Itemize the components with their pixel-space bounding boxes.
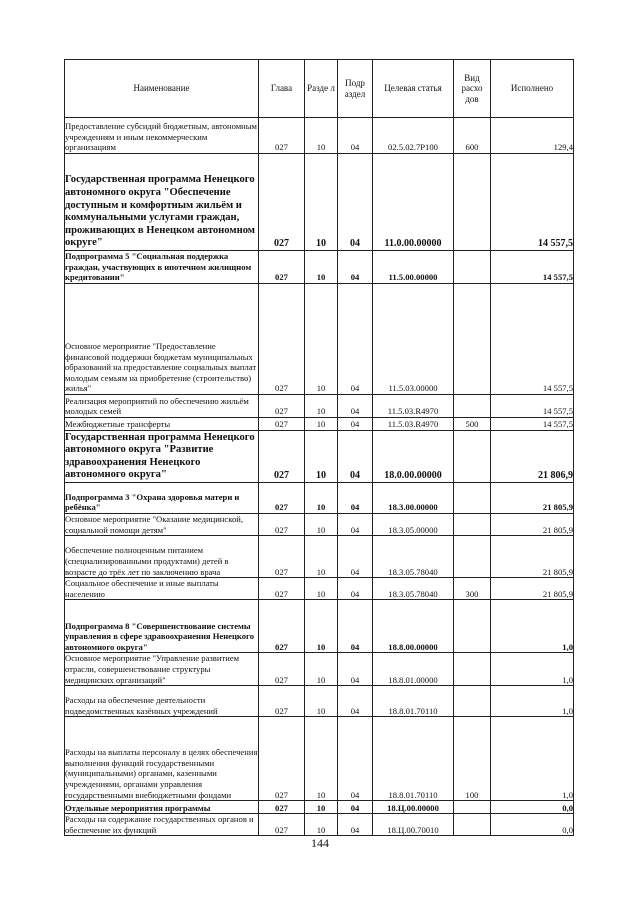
table-row xyxy=(65,395,574,418)
row-name: Основное мероприятие "Предоставление финансовой поддержки бюджетам муниципальных образований на предоставление социальных выплат молодым семьям на приобретение (строительство) жилья" xyxy=(65,284,259,395)
row-section: 10 xyxy=(305,418,338,431)
row-executed: 0,0 xyxy=(491,814,574,836)
row-target: 18.8.01.00000 xyxy=(373,653,454,686)
row-section: 10 xyxy=(305,536,338,578)
row-expense-type xyxy=(454,686,491,717)
row-subsection: 04 xyxy=(338,536,373,578)
row-section: 10 xyxy=(305,284,338,395)
row-expense-type xyxy=(454,154,491,251)
table-row xyxy=(65,431,574,483)
row-name: Предоставление субсидий бюджетным, автономным учреждениям и иным некоммерческим организациям xyxy=(65,118,259,154)
row-name: Социальное обеспечение и иные выплаты населению xyxy=(65,578,259,600)
row-subsection: 04 xyxy=(338,814,373,836)
row-expense-type: 600 xyxy=(454,118,491,154)
row-chapter: 027 xyxy=(259,536,305,578)
row-section: 10 xyxy=(305,118,338,154)
row-chapter: 027 xyxy=(259,578,305,600)
header-subsection: Подр аздел xyxy=(338,60,373,118)
row-executed: 1,0 xyxy=(491,717,574,801)
row-subsection: 04 xyxy=(338,118,373,154)
page-number: 144 xyxy=(311,836,329,850)
table-body xyxy=(65,118,574,836)
row-executed: 1,0 xyxy=(491,686,574,717)
row-target: 18.8.01.70110 xyxy=(373,686,454,717)
row-section: 10 xyxy=(305,514,338,536)
header-row xyxy=(65,60,574,118)
row-target: 18.3.05.78040 xyxy=(373,578,454,600)
row-subsection: 04 xyxy=(338,154,373,251)
row-executed: 21 805,9 xyxy=(491,483,574,514)
header-section: Разде л xyxy=(305,60,338,118)
row-executed: 21 805,9 xyxy=(491,578,574,600)
row-expense-type xyxy=(454,653,491,686)
row-section: 10 xyxy=(305,801,338,814)
row-executed: 14 557,5 xyxy=(491,154,574,251)
header-target: Целевая статья xyxy=(373,60,454,118)
row-executed: 0,0 xyxy=(491,801,574,814)
row-name: Основное мероприятие "Управление развитием отрасли, совершенствование структуры медицинских организаций" xyxy=(65,653,259,686)
row-chapter: 027 xyxy=(259,284,305,395)
row-target: 18.Ц.00.70010 xyxy=(373,814,454,836)
row-name: Государственная программа Ненецкого автономного округа "Обеспечение доступным и комфортным жильём и коммунальными услугами граждан, проживающих в Ненецком автономном округе" xyxy=(65,154,259,251)
row-expense-type xyxy=(454,431,491,483)
row-section: 10 xyxy=(305,578,338,600)
row-name: Расходы на обеспечение деятельности подведомственных казённых учреждений xyxy=(65,686,259,717)
row-expense-type xyxy=(454,814,491,836)
row-subsection: 04 xyxy=(338,801,373,814)
row-name: Обеспечение полноценным питанием (специализированными продуктами) детей в возрасте до трёх лет по заключению врача xyxy=(65,536,259,578)
row-subsection: 04 xyxy=(338,717,373,801)
row-name: Реализация мероприятий по обеспечению жильём молодых семей xyxy=(65,395,259,418)
header-chapter: Глава xyxy=(259,60,305,118)
table-row xyxy=(65,118,574,154)
row-expense-type xyxy=(454,251,491,284)
row-subsection: 04 xyxy=(338,284,373,395)
row-section: 10 xyxy=(305,600,338,653)
row-subsection: 04 xyxy=(338,431,373,483)
table-row xyxy=(65,251,574,284)
header-executed: Исполнено xyxy=(491,60,574,118)
row-name: Подпрограмма 3 "Охрана здоровья матери и ребёнка" xyxy=(65,483,259,514)
row-name: Отдельные мероприятия программы xyxy=(65,801,259,814)
row-name: Расходы на выплаты персоналу в целях обеспечения выполнения функций государственными (муниципальными) органами, казенными учреждениями, органами управления государственными внебюджетными фондами xyxy=(65,717,259,801)
row-target: 18.8.01.70110 xyxy=(373,717,454,801)
row-target: 18.3.05.78040 xyxy=(373,536,454,578)
row-target: 11.0.00.00000 xyxy=(373,154,454,251)
row-executed: 21 805,9 xyxy=(491,536,574,578)
row-expense-type xyxy=(454,395,491,418)
row-section: 10 xyxy=(305,154,338,251)
row-chapter: 027 xyxy=(259,814,305,836)
row-target: 18.3.00.00000 xyxy=(373,483,454,514)
row-chapter: 027 xyxy=(259,600,305,653)
row-name: Государственная программа Ненецкого автономного округа "Развитие здравоохранения Ненецкого автономного округа" xyxy=(65,431,259,483)
row-target: 18.0.00.00000 xyxy=(373,431,454,483)
table-row xyxy=(65,418,574,431)
row-subsection: 04 xyxy=(338,483,373,514)
row-chapter: 027 xyxy=(259,395,305,418)
row-executed: 14 557,5 xyxy=(491,251,574,284)
row-chapter: 027 xyxy=(259,514,305,536)
row-target: 18.8.00.00000 xyxy=(373,600,454,653)
row-executed: 129,4 xyxy=(491,118,574,154)
row-chapter: 027 xyxy=(259,717,305,801)
table-row xyxy=(65,578,574,600)
row-executed: 14 557,5 xyxy=(491,418,574,431)
table-row xyxy=(65,483,574,514)
row-expense-type xyxy=(454,600,491,653)
table-row xyxy=(65,801,574,814)
row-expense-type xyxy=(454,284,491,395)
table-row xyxy=(65,653,574,686)
row-section: 10 xyxy=(305,431,338,483)
table-row xyxy=(65,600,574,653)
table-row xyxy=(65,686,574,717)
row-expense-type xyxy=(454,801,491,814)
row-target: 11.5.03.R4970 xyxy=(373,395,454,418)
row-subsection: 04 xyxy=(338,251,373,284)
row-name: Расходы на содержание государственных органов и обеспечение их функций xyxy=(65,814,259,836)
row-subsection: 04 xyxy=(338,600,373,653)
row-section: 10 xyxy=(305,395,338,418)
row-chapter: 027 xyxy=(259,653,305,686)
row-target: 11.5.03.R4970 xyxy=(373,418,454,431)
row-chapter: 027 xyxy=(259,154,305,251)
row-target: 02.5.02.7Р100 xyxy=(373,118,454,154)
row-executed: 14 557,5 xyxy=(491,395,574,418)
row-executed: 14 557,5 xyxy=(491,284,574,395)
row-target: 18.3.05.00000 xyxy=(373,514,454,536)
table-row xyxy=(65,536,574,578)
row-subsection: 04 xyxy=(338,653,373,686)
row-section: 10 xyxy=(305,251,338,284)
row-subsection: 04 xyxy=(338,418,373,431)
row-subsection: 04 xyxy=(338,578,373,600)
row-expense-type xyxy=(454,536,491,578)
table-row xyxy=(65,717,574,801)
row-expense-type: 100 xyxy=(454,717,491,801)
row-section: 10 xyxy=(305,483,338,514)
row-chapter: 027 xyxy=(259,483,305,514)
row-chapter: 027 xyxy=(259,251,305,284)
row-expense-type: 500 xyxy=(454,418,491,431)
row-name: Основное мероприятие "Оказание медицинской, социальной помощи детям" xyxy=(65,514,259,536)
row-executed: 1,0 xyxy=(491,653,574,686)
table-row xyxy=(65,154,574,251)
row-name: Межбюджетные трансферты xyxy=(65,418,259,431)
row-subsection: 04 xyxy=(338,686,373,717)
row-target: 11.5.00.00000 xyxy=(373,251,454,284)
row-expense-type xyxy=(454,514,491,536)
row-subsection: 04 xyxy=(338,514,373,536)
row-section: 10 xyxy=(305,686,338,717)
row-chapter: 027 xyxy=(259,431,305,483)
row-executed: 1,0 xyxy=(491,600,574,653)
header-expense-type: Вид расхо дов xyxy=(454,60,491,118)
header-name: Наименование xyxy=(65,60,259,118)
row-expense-type xyxy=(454,483,491,514)
row-section: 10 xyxy=(305,814,338,836)
row-name: Подпрограмма 8 "Совершенствование системы управления в сфере здравоохранения Ненецкого автономного округа" xyxy=(65,600,259,653)
row-chapter: 027 xyxy=(259,686,305,717)
row-chapter: 027 xyxy=(259,418,305,431)
row-expense-type: 300 xyxy=(454,578,491,600)
budget-table-container xyxy=(64,59,574,836)
row-chapter: 027 xyxy=(259,801,305,814)
row-section: 10 xyxy=(305,653,338,686)
row-target: 11.5.03.00000 xyxy=(373,284,454,395)
table-row xyxy=(65,284,574,395)
row-executed: 21 806,9 xyxy=(491,431,574,483)
row-subsection: 04 xyxy=(338,395,373,418)
row-section: 10 xyxy=(305,717,338,801)
table-row xyxy=(65,514,574,536)
row-chapter: 027 xyxy=(259,118,305,154)
row-name: Подпрограмма 5 "Социальная поддержка граждан, участвующих в ипотечном жилищном кредитовании" xyxy=(65,251,259,284)
row-target: 18.Ц.00.00000 xyxy=(373,801,454,814)
table-row xyxy=(65,814,574,836)
row-executed: 21 805,9 xyxy=(491,514,574,536)
budget-table xyxy=(64,59,574,836)
